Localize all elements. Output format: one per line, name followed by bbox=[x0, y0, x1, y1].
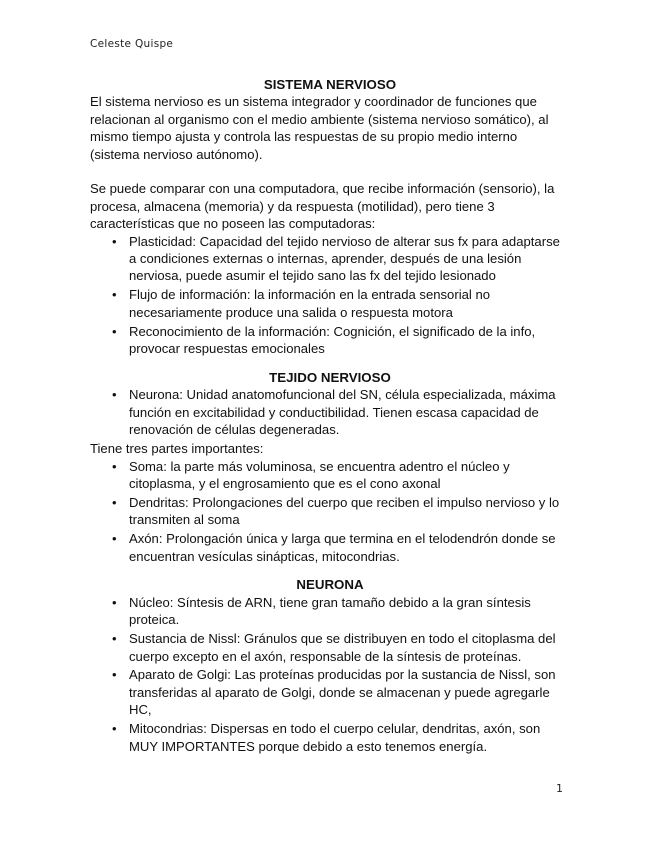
page-header-author: Celeste Quispe bbox=[90, 38, 174, 50]
section-title-tejido-nervioso: TEJIDO NERVIOSO bbox=[269, 369, 391, 385]
document-body bbox=[90, 76, 570, 757]
bullet-icon: • bbox=[112, 387, 117, 403]
list-item bbox=[90, 494, 570, 529]
list-item-text: Axón: Prolongación única y larga que termina en el telodendrón donde se encuentran vesículas sinápticas, mitocondrias. bbox=[129, 531, 556, 564]
list-item bbox=[90, 630, 570, 665]
paragraph-parts-intro: Tiene tres partes importantes: bbox=[90, 441, 264, 457]
page-number: 1 bbox=[556, 782, 563, 795]
bullet-icon: • bbox=[112, 494, 117, 510]
list-item bbox=[90, 720, 570, 755]
list-item-text: Flujo de información: la información en la entrada sensorial no necesariamente produce una salida o respuesta motora bbox=[129, 287, 491, 320]
bullet-icon: • bbox=[112, 721, 117, 737]
bullet-icon: • bbox=[112, 458, 117, 474]
list-neurona-definition bbox=[90, 386, 570, 438]
section-spacer bbox=[90, 566, 570, 576]
bullet-icon: • bbox=[112, 667, 117, 683]
list-item bbox=[90, 530, 570, 565]
list-item bbox=[90, 666, 570, 718]
list-item-text: Dendritas: Prolongaciones del cuerpo que reciben el impulso nervioso y lo transmiten al soma bbox=[129, 494, 560, 528]
list-item bbox=[90, 286, 570, 321]
list-item-text: Reconocimiento de la información: Cognición, el significado de la info, provocar respuestas emocionales bbox=[129, 323, 536, 357]
bullet-icon: • bbox=[112, 531, 117, 547]
list-item bbox=[90, 458, 570, 493]
list-neuron-parts bbox=[90, 458, 570, 565]
list-item bbox=[90, 233, 570, 285]
list-item bbox=[90, 594, 570, 629]
list-item bbox=[90, 386, 570, 438]
section-spacer bbox=[90, 359, 570, 369]
paragraph-spacer bbox=[90, 163, 570, 180]
bullet-icon: • bbox=[112, 233, 117, 249]
paragraph-comparison: Se puede comparar con una computadora, que recibe información (sensorio), la procesa, almacena (memoria) y da respuesta (motilidad), pero tiene 3 características que no poseen las computadoras: bbox=[90, 181, 555, 232]
paragraph-intro: El sistema nervioso es un sistema integrador y coordinador de funciones que relacionan al organismo con el medio ambiente (sistema nervioso somático), al mismo tiempo ajusta y controla las respuestas de su propio medio interno (sistema nervioso autónomo). bbox=[90, 94, 549, 162]
list-item-text: Aparato de Golgi: Las proteínas producidas por la sustancia de Nissl, son transferidas al aparato de Golgi, donde se almacenan y puede agregarle HC, bbox=[129, 667, 556, 718]
bullet-icon: • bbox=[112, 631, 117, 647]
list-item-text: Núcleo: Síntesis de ARN, tiene gran tamaño debido a la gran síntesis proteica. bbox=[129, 594, 531, 628]
bullet-icon: • bbox=[112, 323, 117, 339]
list-characteristics bbox=[90, 233, 570, 358]
list-item-text: Mitocondrias: Dispersas en todo el cuerpo celular, dendritas, axón, son MUY IMPORTANTES porque debido a esto tenemos energía. bbox=[129, 721, 541, 754]
bullet-icon: • bbox=[112, 594, 117, 610]
list-item bbox=[90, 323, 570, 358]
list-item-text: Plasticidad: Capacidad del tejido nervioso de alterar sus fx para adaptarse a condiciones externas o internas, aprender, después de una lesión nerviosa, puede asumir el tejido sano las fx del tejido lesionado bbox=[129, 233, 560, 284]
section-title-neurona: NEURONA bbox=[296, 577, 364, 593]
list-item-text: Soma: la parte más voluminosa, se encuentra adentro el núcleo y citoplasma, y el engrosamiento que es el cono axonal bbox=[129, 458, 510, 491]
list-item-text: Sustancia de Nissl: Gránulos que se distribuyen en todo el citoplasma del cuerpo excepto en el axón, responsable de la síntesis de proteínas. bbox=[129, 631, 556, 664]
section-title-sistema-nervioso: SISTEMA NERVIOSO bbox=[263, 77, 397, 92]
list-neurona-organelles bbox=[90, 594, 570, 755]
bullet-icon: • bbox=[112, 287, 117, 303]
list-item-text: Neurona: Unidad anatomofuncional del SN, célula especializada, máxima función en excitabilidad y conductibilidad. Tienen escasa capacidad de renovación de células degeneradas. bbox=[129, 387, 556, 438]
